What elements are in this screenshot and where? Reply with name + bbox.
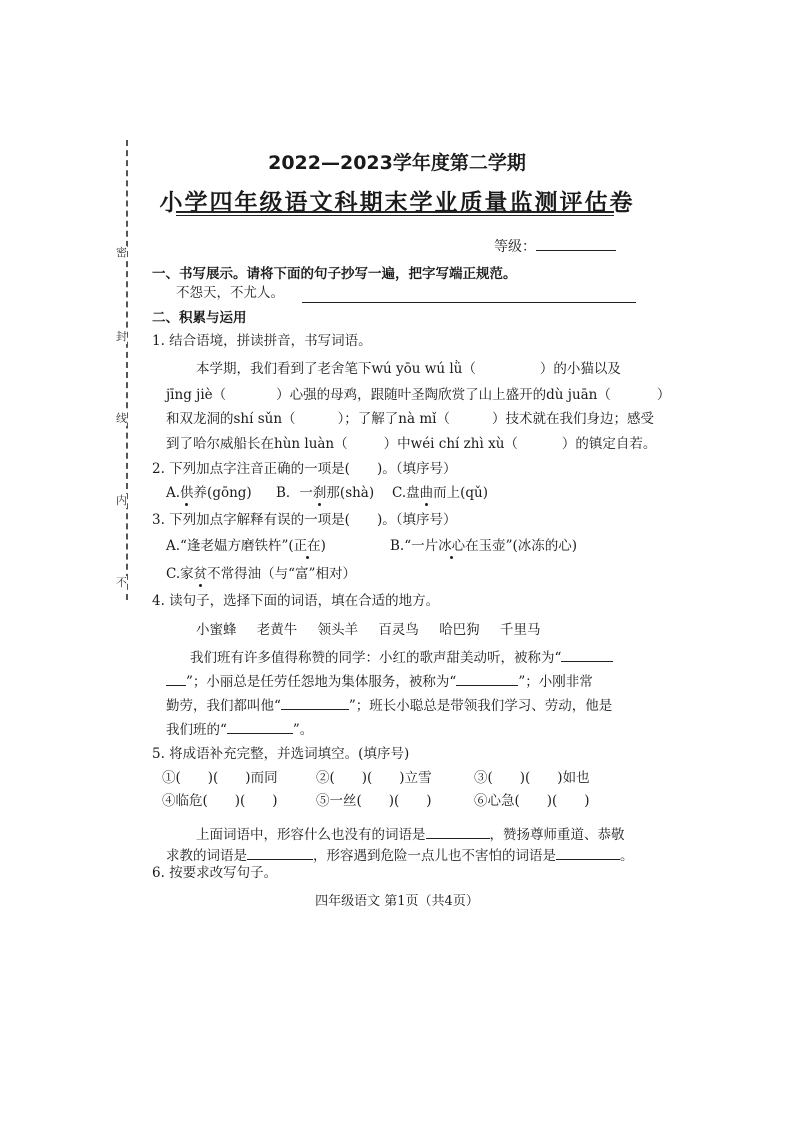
q4-paragraph-line: 勤劳，我们都叫他“ ”；班长小聪总是带领我们学习、劳动，他是 <box>166 695 612 715</box>
grade-blank[interactable] <box>536 236 616 251</box>
q4-prompt: 4. 读句子，选择下面的词语，填在合适的地方。 <box>152 593 440 609</box>
binding-char: 内 <box>116 494 127 507</box>
q6-prompt: 6. 按要求改写句子。 <box>152 865 278 881</box>
q3-option-c[interactable]: C.家贫不常得油（与“富”相对） <box>166 566 356 582</box>
title-rule <box>176 211 614 213</box>
title-rule-thin <box>176 215 614 216</box>
answer-blank[interactable] <box>561 647 613 662</box>
answer-blank[interactable] <box>456 671 518 686</box>
year-term-title: 2022—2023学年度第二学期 <box>268 152 526 174</box>
word-option: 小蜜蜂 <box>196 622 237 638</box>
grade-field <box>494 236 616 256</box>
q2-prompt: 2. 下列加点字注音正确的一项是( )。（填序号） <box>152 461 457 477</box>
binding-char: 线 <box>116 412 127 425</box>
binding-char: 密 <box>116 246 127 259</box>
q5-sentence-line: 上面词语中，形容什么也没有的词语是 ，赞扬尊师重道、恭敬 <box>196 824 625 844</box>
q2-option-c[interactable]: C.盘曲而上(qǔ) <box>392 485 489 501</box>
q1-line: 本学期，我们看到了老舍笔下wú yōu wú lǜ（ ）的小猫以及 <box>196 361 621 377</box>
idiom-item[interactable]: ②( )( )立雪 <box>316 770 432 786</box>
page-footer: 四年级语文 第1页（共4页） <box>315 894 479 909</box>
answer-blank[interactable] <box>426 824 490 839</box>
q5-sentence-line: 求教的词语是 ，形容遇到危险一点儿也不害怕的词语是 。 <box>166 845 634 865</box>
idiom-item[interactable]: ①( )( )而同 <box>162 770 278 786</box>
q4-paragraph-line: ”；小丽总是任劳任怨地为集体服务，被称为“ ”；小刚非常 <box>166 671 593 691</box>
idiom-item[interactable]: ③( )( )如也 <box>474 770 590 786</box>
q4-word-bank <box>196 621 540 639</box>
grade-label: 等级： <box>494 239 536 255</box>
q2-option-a[interactable]: A.供养(gōng) <box>166 485 252 501</box>
q4-paragraph-line: 我们班有许多值得称赞的同学：小红的歌声甜美动听，被称为“ <box>190 647 613 667</box>
binding-char: 不 <box>116 576 127 589</box>
binding-char: 封 <box>116 330 127 343</box>
idiom-item[interactable]: ④临危( )( ) <box>162 793 278 809</box>
word-option: 老黄牛 <box>256 622 298 638</box>
q2-option-b[interactable]: B．一刹那(shà) <box>276 485 375 501</box>
q4-paragraph-line: 我们班的“ ”。 <box>166 719 313 739</box>
idiom-item[interactable]: ⑤一丝( )( ) <box>316 793 432 809</box>
copy-line[interactable] <box>302 302 636 303</box>
answer-blank[interactable] <box>227 719 293 734</box>
q5-prompt: 5. 将成语补充完整，并选词填空。(填序号) <box>152 746 410 762</box>
q1-line: 到了哈尔威船长在hùn luàn（ ）中wéi chí zhì xù（ ）的镇定自若。 <box>166 436 657 452</box>
exam-title: 小学四年级语文科期末学业质量监测评估卷 <box>159 190 635 216</box>
q1-line: 和双龙洞的shí sǔn（ ）；了解了nà mǐ（ ）技术就在我们身边；感受 <box>166 411 654 427</box>
section2-heading: 二、积累与运用 <box>152 310 247 326</box>
answer-blank[interactable] <box>556 845 620 860</box>
answer-blank[interactable] <box>247 845 313 860</box>
section1-heading: 一、书写展示。请将下面的句子抄写一遍，把字写端正规范。 <box>152 266 517 282</box>
q3-option-b[interactable]: B.“一片冰心在玉壶”(冰冻的心) <box>390 538 578 554</box>
word-option: 领头羊 <box>317 622 359 638</box>
answer-blank[interactable] <box>166 671 186 686</box>
answer-blank[interactable] <box>281 695 349 710</box>
q1-line: jīng jiè（ ）心强的母鸡，跟随叶圣陶欣赏了山上盛开的dù juān（ ） <box>166 387 671 403</box>
q1-prompt: 1. 结合语境，拼读拼音，书写词语。 <box>152 333 372 349</box>
word-option: 千里马 <box>499 622 541 638</box>
word-option: 哈巴狗 <box>439 622 480 638</box>
q3-option-a[interactable]: A.“逢老媪方磨铁杵”(正在) <box>166 538 326 554</box>
copy-sentence: 不怨天，不尤人。 <box>176 285 284 301</box>
idiom-item[interactable]: ⑥心急( )( ) <box>474 793 590 809</box>
word-option: 百灵鸟 <box>378 622 419 638</box>
q3-prompt: 3. 下列加点字解释有误的一项是( )。（填序号） <box>152 512 457 528</box>
